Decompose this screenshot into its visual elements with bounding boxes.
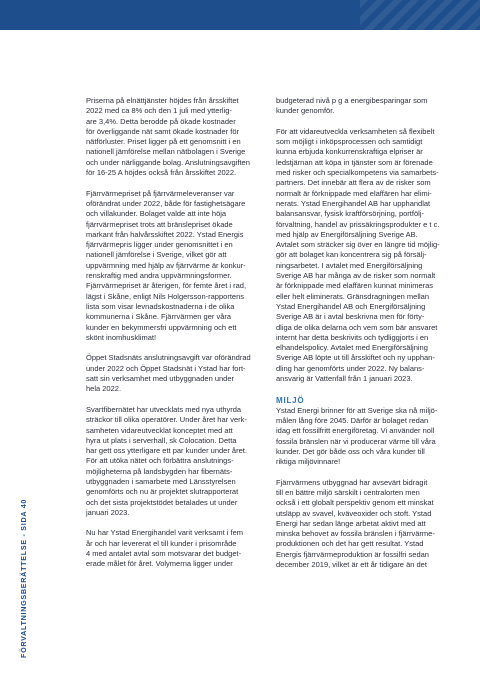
header-pattern [360,0,480,30]
section-heading-miljo: MILJÖ [276,395,305,405]
paragraph-elnat-prices: Priserna på elnättjänster höjdes från årsskiftet 2022 med ca 8% och den 1 juli med ytterlig- are 3,4%. Detta berodde på ökade kostnader för överliggande nät samt ökade kostnader för nätförluster. Priset ligger på ett genomsnitt i en nationell jämförelse mellan nätbolagen i Sverige och under närliggande bolag. Anslutningsavgiften för 16-25 A höjdes också från årsskiftet 2022. [86,96,250,178]
paragraph-fjarrvarme-prices: Fjärrvärmepriset på fjärrvärmeleveranser var oförändrat under 2022, både för fastighetsägare och villakunder. Bolaget valde att inte höja fjärrvärmepriset trots att bränslepriset ökade markant från halvårsskiftet 2022. Ystad Energis fjärrvärmepris ligger under genomsnittet i en nationell jämförelse i Sverige, vilket gör att uppvärmning med hjälp av fjärrvärme är konkur- renskraftig med andra uppvärmningsformer. Fjärrvärmepriset är återigen, för femte året i rad, lägst i Skåne, enligt Nils Holgersson-rapportens lista som visar levnadskostnaderna i de olika kommunerna i Skåne. Fjärrvärmen ger våra kunder en bekymmersfri uppvärmning och ett skönt inomhusklimat! [86,188,247,342]
paragraph-svartfiber: Svartfibernätet har utvecklats med nya uthyrda sträckor till olika operatörer. Under året har verk- samheten vidareutvecklat konceptet med att hyra ut plats i serverhall, sk Colocation. Detta har gett oss ytterligare ett par kunder under året. För att utöka nätet och förbättra anslutnings- möjligheterna på landsbygden har fibernäts- utbyggnaden i samarbete med Länsstyrelsen genomförts och nu är projektet slutrapporterat och det sista projektstödet betalades ut under januari 2023. [86,404,247,517]
top-header-band [0,0,480,30]
paragraph-risk-management: För att vidareutveckla verksamheten så flexibelt som möjligt i inköpsprocessen och samtidigt kunna erbjuda konkurrenskraftiga elpriser är ledstjärnan att köpa in tjänster som är förenade med risker och specialkompetens via samarbets- partners. Det innebär att flera av de risker som normalt är förknippade med elaffären har elimi- nerats. Ystad Energihandel AB har upphandlat balansansvar, fysisk kraftförsörjning, portfölj- förvaltning, handel av prissäkringsprodukter e t c. med hjälp av Energiförsäljning Sverige AB. Avtalet som sträcker sig över en längre tid möjlig- gör att bolaget kan koncentrera sig på försälj- ningsarbetet. I avtalet med Energiförsäljning Sverige AB har många av de risker som normalt är förknippade med elaffären kunnat minimeras eller helt eliminerats. Gränsdragningen mellan Ystad Energihandel AB och Energiförsäljning Sverige AB är i avtal beskrivna men för förty- dliga de olika delarna och vem som bär ansvaret internt har detta beskrivits och tydliggjorts i en elhandelspolicy. Avtalet med Energiförsäljning Sverige AB löpte ut till årsskiftet och ny upphan- dling har genomförts under 2022. Ny balans- ansvarig är Vattenfall från 1 januari 2023. [276,126,440,384]
right-text-column [276,96,456,581]
side-page-label: FÖRVALTNINGSBERÄTTELSE - SIDA 40 [19,498,28,658]
left-text-column [86,96,266,580]
paragraph-stadsnat-fee: Öppet Stadsnäts anslutningsavgift var oförändrad under 2022 och Öppet Stadsnät i Ystad har fort- satt sin verksamhet med utbyggnaden under hela 2022. [86,353,251,394]
paragraph-energihandel-cont: budgeterad nivå p g a energibesparingar som kunder genomför. [276,96,428,116]
paragraph-miljo-goals: Ystad Energi brinner för att Sverige ska nå miljö- målen lång före 2045. Därför är bolaget redan idag ett fossilfritt energiföretag. Vi använder noll fossila bränslen när vi producerar värme till våra kunder. Det gör både oss och våra kunder till riktiga miljövinnare! [276,405,438,467]
paragraph-fjarrvarme-environment: Fjärrvärmens utbyggnad har avsevärt bidragit till en bättre miljö särskilt i centralorten men också i ett globalt perspektiv genom ett minskat utsläpp av svavel, kväveoxider och stoft. Ystad Energi har sedan länge arbetat aktivt med att minska behovet av fossila bränslen i fjärrvärme- produktionen och det har gett resultat. Ystad Energis fjärrvärmeproduktion är fossilfri sedan december 2019, vilket är ett år tidigare än det [276,477,435,570]
paragraph-energihandel: Nu har Ystad Energihandel varit verksamt i fem år och har levererat el till kunder i prisområde 4 med antalet avtal som motsvarar det budget- erade målet för året. Volymerna ligger under [86,528,244,569]
